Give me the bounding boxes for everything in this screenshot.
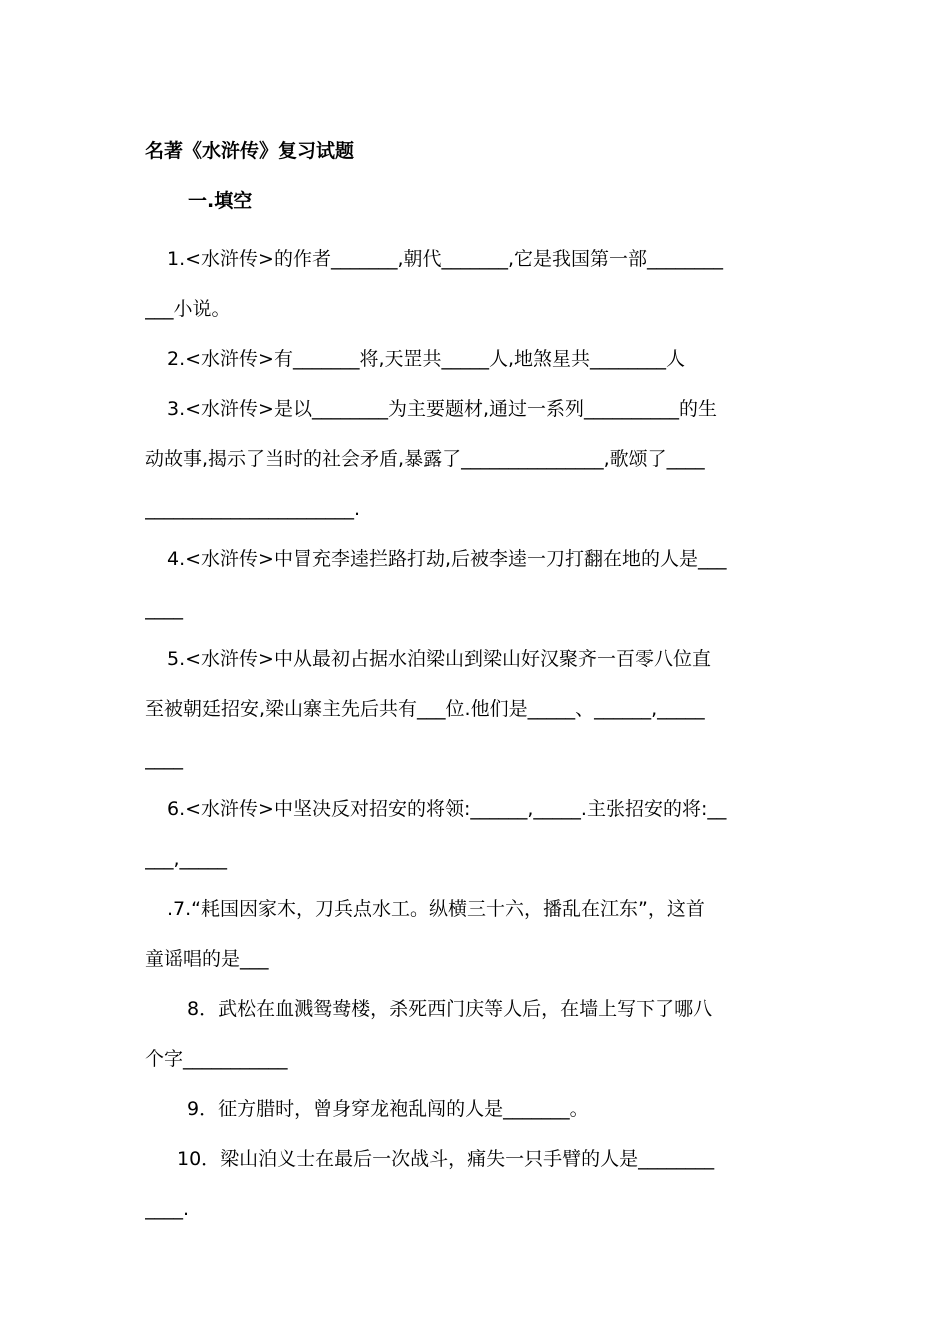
question-line: .7.“耗国因家木，刀兵点水工。纵横三十六，播乱在江东”，这首: [167, 898, 705, 920]
question-line: 个字___________: [145, 1048, 288, 1070]
question-8: [145, 984, 810, 1084]
question-5: [145, 634, 810, 784]
question-4: [145, 534, 810, 634]
question-line: 2.<水浒传>有_______将,天罡共_____人,地煞星共________人: [167, 348, 686, 370]
question-line: 5.<水浒传>中从最初占据水泊梁山到梁山好汉聚齐一百零八位直: [167, 648, 711, 670]
question-2: [145, 334, 810, 384]
question-line: 童谣唱的是___: [145, 948, 269, 970]
question-line: 至被朝廷招安,梁山寨主先后共有___位.他们是_____、______,_____: [145, 698, 705, 720]
question-7: [145, 884, 810, 984]
question-line: 10．梁山泊义士在最后一次战斗，痛失一只手臂的人是________: [177, 1148, 715, 1170]
question-9: [145, 1084, 810, 1134]
question-6: [145, 784, 810, 884]
question-1: [145, 234, 810, 334]
document-title: 名著《水浒传》复习试题: [145, 140, 355, 162]
question-line: ___,_____: [145, 848, 228, 870]
question-line: ___小说。: [145, 298, 231, 320]
question-10: [145, 1134, 810, 1234]
question-line: 动故事,揭示了当时的社会矛盾,暴露了_______________,歌颂了____: [145, 448, 705, 470]
section-heading: 一.填空: [188, 190, 253, 212]
question-line: 9．征方腊时，曾身穿龙袍乱闯的人是_______。: [187, 1098, 589, 1120]
question-3: [145, 384, 810, 534]
question-line: ____: [145, 598, 183, 620]
question-line: 8．武松在血溅鸳鸯楼，杀死西门庆等人后，在墙上写下了哪八: [187, 998, 713, 1020]
document-body: [145, 134, 810, 1234]
question-line: 4.<水浒传>中冒充李逵拦路打劫,后被李逵一刀打翻在地的人是___: [167, 548, 727, 570]
question-line: 6.<水浒传>中坚决反对招安的将领:______,_____.主张招安的将:__: [167, 798, 727, 820]
question-line: ______________________.: [145, 498, 361, 520]
question-line: ____.: [145, 1198, 190, 1220]
question-line: 3.<水浒传>是以________为主要题材,通过一系列__________的生: [167, 398, 718, 420]
question-line: ____: [145, 748, 183, 770]
question-line: 1.<水浒传>的作者_______,朝代_______,它是我国第一部________: [167, 248, 724, 270]
